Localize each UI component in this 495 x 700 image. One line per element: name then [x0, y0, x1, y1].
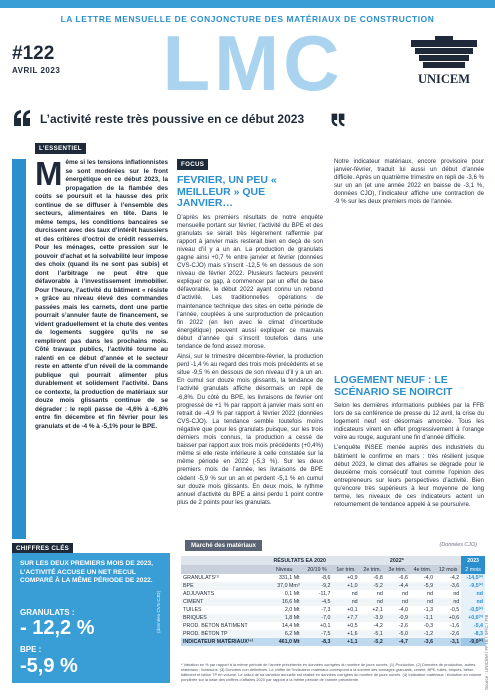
- table-cell: nd: [427, 591, 434, 597]
- table-row: [181, 614, 485, 622]
- chiffres-cles-box: [12, 553, 170, 683]
- table-cell: -5,4: [461, 622, 485, 630]
- quote-open-icon: [12, 108, 32, 128]
- table-row-label: GRANULATS⁽¹⁾: [183, 575, 220, 581]
- table-cell: nd: [453, 599, 460, 605]
- chiffres-label: CHIFFRES CLÉS: [12, 543, 73, 554]
- table-cell: -0,5⁽²⁾: [461, 606, 485, 614]
- table-title: Marché des matériaux: [185, 540, 262, 551]
- focus-paragraph-1: D’après les premiers résultats de notre enquête mensuelle portant sur février, l’activité du BPE et des granulats se serait très légèrement raffermie par rapport à janvier mais resterait bien en deçà de son niveau d’il y a un an. La production de granulats gagne ainsi +0,7 % entre janvier et février (données CVS-CJO) mais s’inscrit -12,5 % en dessous de son niveau de février 2022. Plusieurs facteurs peuvent expliquer ce gap, à commencer par un effet de base défavorable, le début 2022 ayant connu un rebond d’activité. Les traditionnelles opérations de maintenance technique des sites en cette période de l’année, couplées à une surproduction de précaution fin 2022 (en lien avec le climat d’incertitude énergétique) peuvent aussi expliquer ce mauvais début d’année qui s’inscrit toutefois dans une tendance de fond assez morose.: [177, 213, 323, 350]
- svg-text:LMC: LMC: [162, 28, 344, 94]
- table-row: [181, 590, 485, 598]
- table-title-bar: [181, 540, 485, 552]
- table-cell: +0,5: [347, 623, 358, 629]
- table-row-label: TUILES: [183, 607, 202, 613]
- table-cell: -2,6: [450, 631, 460, 637]
- bpe-value: -5,9 %: [20, 655, 78, 677]
- table-cell: -6,6: [398, 575, 408, 581]
- table-column-header-row: [181, 565, 485, 574]
- table-row: [181, 598, 485, 606]
- table-cell: +0,1: [319, 623, 331, 629]
- table-cell: +1,1: [332, 638, 359, 646]
- materials-market-table-block: [181, 540, 485, 698]
- table-cell: -9,2: [321, 583, 331, 589]
- table-column-header: Niveau: [267, 565, 302, 574]
- table-source: (Données CJO): [439, 542, 477, 548]
- table-cell: -14,5⁽²⁾: [461, 574, 485, 582]
- focus-paragraph-2: Ainsi, sur le trimestre décembre-février, la production perd -1,4 % au regard des trois mois précédents et se situe -9,5 % en dessous de son niveau d’il y a un an. En cumul sur douze mois glissants, la tendance de l’activité granulats affiche désormais un repli de -6,8%. Du côté du BPE, les livraisons de février ont progressé de +1 % par rapport à janvier mais sont en retrait de -4,9 % par rapport à février 2022 (données CVS-CJO). La tendance semble toutefois moins négative que pour les granulats puisque, sur les trois derniers mois connus, la production a cessé de baisser par rapport aux trois mois précédents (+0,4%) même si elle reste inférieure à celle constatée sur la même période en 2022 (-5,3 %). Sur les deux premiers mois de l’année, les livraisons de BPE cèdent -5,9 % sur un an et perdent -5,1 % en cumul sur douze mois glissants. En deux mois, le rythme annuel d’activité du BPE a ainsi perdu 1 point contre plus de 2 points pour les granulats.: [177, 353, 323, 506]
- table-body: [181, 574, 485, 646]
- granulats-value: - 12,2 %: [20, 617, 95, 639]
- table-cell: -4,0: [423, 575, 434, 581]
- table-cell: -2,6: [398, 623, 408, 629]
- table-cell: -6,8: [373, 575, 383, 581]
- unicem-emblem-icon: [405, 34, 483, 72]
- table-column-header: 3e trim.: [385, 565, 410, 574]
- group-header-results: RÉSULTATS EA 2020: [267, 556, 333, 565]
- quote-close-icon: [330, 112, 346, 128]
- masthead-tagline: LA LETTRE MENSUELLE DE CONJONCTURE DES MATÉRIAUX DE CONSTRUCTION: [60, 14, 435, 24]
- essentiel-dropcap: M: [35, 159, 63, 192]
- publisher-name: UNICEM: [417, 72, 471, 86]
- essentiel-label: L’ESSENTIEL: [35, 143, 86, 154]
- group-header-2022: 2022*: [332, 556, 461, 565]
- table-cell: -4,7: [385, 638, 410, 646]
- table-cell: 14,4 Mt: [281, 623, 300, 629]
- masthead: [0, 0, 495, 103]
- table-cell: -0,3: [423, 623, 434, 629]
- table-corner: [181, 556, 267, 565]
- table-row: [181, 630, 485, 638]
- table-cell: +0,6⁽³⁾: [461, 614, 485, 622]
- table-cell: +0,9: [347, 575, 358, 581]
- table-cell: -3,1: [435, 638, 461, 646]
- focus-column-1: [177, 175, 323, 525]
- table-cell: 6,2 Mt: [284, 631, 300, 637]
- essentiel-text: ême si les tensions inflationnistes se sont modérées sur le front énergétique en ce début 2023, la propagation de la flambée des coûts se poursuit et la hausse des prix continue de se diffuser à l’ensemble des secteurs, alimentaires en tête. Dans le même temps, les conditions bancaires se durcissent avec des taux d’intérêt haussiers et des critères d’octroi de crédit resserrés. Pour les ménages, cette pression sur le pouvoir d’achat et la solvabilité leur impose des choix (quand ils ne sont pas subis) et dont l’arbitrage ne peut être que défavorable à l’investissement immobilier. Pour l’heure, l’activité du bâtiment « résiste » grâce au niveau élevé des commandes passées mais les carnets, dont une partie pourrait s’annuler faute de financement, se vident graduellement et la chute des ventes de logements suggère qu’ils ne se rempliront pas dans les prochains mois. Côté travaux publics, l’activité tourne au ralenti en ce début d’année et le secteur reste en attente d’un réveil de la commande publique qui pourrait alimenter plus durablement et solidement l’activité. Dans ce contexte, la production de matériaux sur douze mois glissants continue de se dégrader : le repli passe de -4,6% à -6,8% entre fin décembre et fin février pour les granulats et de -4 % à -5,1% pour le BPE.: [35, 159, 168, 430]
- table-cell: -4,0: [398, 607, 408, 613]
- table-row-label: BRIQUES: [183, 615, 207, 621]
- table-cell: -4,5: [321, 599, 331, 605]
- table-cell: nd: [402, 591, 408, 597]
- table-cell: -1,1: [423, 615, 434, 621]
- table-cell: -7,3: [321, 607, 331, 613]
- table-cell: -8,6: [321, 575, 331, 581]
- focus-column-2: [334, 158, 484, 370]
- table-cell: -5,2: [360, 638, 385, 646]
- logement-section: [334, 375, 484, 535]
- table-row: [181, 582, 485, 590]
- table-cell: +1,0: [347, 583, 358, 589]
- table-cell: -3,6: [410, 638, 435, 646]
- table-row: [181, 574, 485, 582]
- table-column-header: 1er trim.: [332, 565, 359, 574]
- table-cell: -0,5: [450, 607, 460, 613]
- table-cell: -4,2: [373, 623, 383, 629]
- issue-number: #122: [12, 43, 55, 64]
- table-group-header-row: [181, 556, 485, 565]
- table-cell: -0,9: [398, 615, 408, 621]
- table-cell: -9,5⁽²⁾: [461, 582, 485, 590]
- table-cell: -7,0: [321, 615, 331, 621]
- table-cell: nd: [376, 599, 383, 605]
- side-source: Source : UNICEM / FFTB / SFIC / FIB: [484, 614, 489, 690]
- table-column-header: 12 mois: [435, 565, 461, 574]
- granulats-label: GRANULATS :: [20, 608, 75, 617]
- table-cell: +0,1: [347, 607, 358, 613]
- table-row-label: CIMENT: [183, 599, 204, 605]
- table-cell: -4,4: [398, 583, 408, 589]
- page-headline: L’activité reste très poussive en ce début 2023: [40, 112, 305, 126]
- table-cell: nd: [461, 590, 485, 598]
- table-notes: * Variation en % par rapport à la même période de l’année précédente en données corrigées du nombre de jours ouvrés. (1) Production. (2) Données de production, autres matériaux : livraisons. (3) Données non définitives. Le chiffre de l’indicateur matériaux correspond à la somme des tonnages granulats, ciment, BPE, tuiles, briques, béton bâtiment et béton TP en volume. Le calcul de sa variation annuelle est réalisé en données corrigées du nombre de jours ouvrés. (4) Indicateur matériaux : évolution en volume pondérée sur la base des chiffres d’affaires 2020 par rapport à la même période de l’année précédente.: [181, 662, 482, 682]
- focus-title: FÉVRIER, UN PEU « MEILLEUR » QUE JANVIER…: [177, 175, 277, 209]
- table-cell: -1,3: [423, 607, 434, 613]
- focus-label: FOCUS: [177, 159, 208, 170]
- table-cell: +7,7: [347, 615, 358, 621]
- table-cell: 461,0 Mt: [267, 638, 302, 646]
- table-cell: -8,3: [461, 630, 485, 638]
- table-column-header-label: [181, 565, 267, 574]
- essentiel-side-bar: [12, 159, 26, 539]
- table-cell: nd: [453, 591, 460, 597]
- table-cell: nd: [376, 591, 383, 597]
- table-row: [181, 622, 485, 630]
- table-cell: -1,6: [450, 623, 460, 629]
- table-row: [181, 606, 485, 614]
- unicem-logo: [405, 34, 483, 92]
- headline-row: [12, 108, 484, 132]
- logement-paragraph-2: L’enquête INSEE menée auprès des industriels du bâtiment le confirme en mars : très résilient jusque début 2023, le climat des affaires se dégrade pour le deuxième mois consécutif tout comme l’opinion des entrepreneurs sur leurs perspectives d’activité. Bien qu’encore très supérieurs à leur moyenne de long terme, les niveaux de ces indicateurs actent un retournement de tendance appelé à se poursuivre.: [334, 444, 484, 509]
- group-header-2023: 2023: [461, 556, 485, 565]
- table-cell: 331,1 Mt: [278, 575, 300, 581]
- table-cell: -3,9: [373, 615, 383, 621]
- table-row-label: INDICATEUR MATÉRIAUX⁽⁴⁾: [181, 638, 267, 646]
- table-cell: -8,3: [302, 638, 333, 646]
- top-accent-bar: [0, 0, 495, 8]
- table-cell: +2,1: [372, 607, 383, 613]
- chiffres-headline: SUR LES DEUX PREMIERS MOIS DE 2023, L’ACTIVITÉ ACCUSE UN NET RECUL COMPARÉ À LA MÊME PÉRIODE DE 2022.: [20, 560, 154, 585]
- table-column-header: 4e trim.: [410, 565, 435, 574]
- table-cell: -9,0⁽²⁾: [461, 638, 485, 646]
- table-cell: +1,6: [347, 631, 358, 637]
- table-cell: 37,0 Mm³: [277, 583, 300, 589]
- table-column-header: 20/19 %: [302, 565, 333, 574]
- table-cell: 2,0 Mt: [284, 607, 300, 613]
- table-cell: -1,2: [423, 631, 434, 637]
- table-column-header: 2 mois: [461, 565, 485, 574]
- table-cell: +0,6: [448, 615, 460, 621]
- table-cell: -7,5: [321, 631, 331, 637]
- table-row-label: PROD. BÉTON TP: [183, 631, 228, 637]
- logement-title: LOGEMENT NEUF : LE SCÉNARIO SE NOIRCIT: [334, 375, 453, 398]
- chiffres-source: (données CVS-CJO): [156, 590, 161, 633]
- table-cell: -5,2: [373, 583, 383, 589]
- table-row: [181, 638, 485, 646]
- table-cell: nd: [351, 591, 358, 597]
- table-column-header: 2e trim.: [360, 565, 385, 574]
- table-cell: nd: [351, 599, 358, 605]
- table-cell: 0,1 Mt: [284, 591, 300, 597]
- table-cell: -5,0: [398, 631, 408, 637]
- table-row-label: BPE: [183, 583, 194, 589]
- table-row-label: ADJUVANTS: [183, 591, 215, 597]
- table-cell: nd: [461, 598, 485, 606]
- table-cell: -5,1: [373, 631, 383, 637]
- table-cell: nd: [402, 599, 408, 605]
- bpe-label: BPE :: [20, 645, 42, 654]
- essentiel-block: [35, 159, 168, 539]
- focus-paragraph-3: Notre indicateur matériaux, encore provisoire pour janvier-février, traduit lui aussi un début d’année difficile. Après un quatrième trimestre en repli de -3,6 % sur un an (et une année 2022 en baisse de -3,1 %, données CJO), l’indicateur affiche une contraction de -9 % sur les deux premiers mois de l’année.: [334, 158, 484, 206]
- table-row-label: PROD. BÉTON BÂTIMENT: [183, 623, 248, 629]
- table-cell: -11,7: [318, 591, 331, 597]
- table-cell: 16,6 Mt: [281, 599, 300, 605]
- table-cell: -3,6: [450, 583, 460, 589]
- table-cell: nd: [427, 599, 434, 605]
- logement-paragraph-1: Selon les dernières informations publiées par la FFB lors de sa conférence de presse du 12 avril, la crise du logement neuf est désormais amorcée. Tous les indicateurs virent en effet progressivement à l’orange voire au rouge, augurant une fin d’année difficile.: [334, 402, 484, 442]
- issue-date: AVRIL 2023: [12, 66, 61, 75]
- materials-market-table: [181, 556, 485, 646]
- lmc-logo: [119, 28, 387, 94]
- table-cell: -4,2: [450, 575, 460, 581]
- table-cell: 1,8 Mt: [284, 615, 300, 621]
- table-cell: -5,9: [423, 583, 434, 589]
